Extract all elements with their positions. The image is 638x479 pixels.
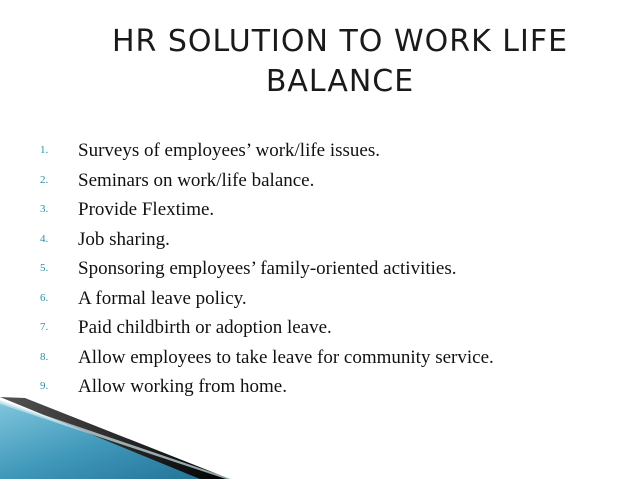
list-item (40, 166, 494, 196)
title-line-1: HR SOLUTION TO WORK LIFE (111, 24, 569, 59)
list-item-text: A formal leave policy. (78, 287, 247, 309)
list-item (40, 372, 494, 402)
list-number: 5. (40, 262, 49, 274)
list-number: 2. (40, 173, 49, 186)
list-item-text: Paid childbirth or adoption leave. (78, 317, 332, 338)
numbered-list (40, 136, 494, 402)
list-item (40, 343, 494, 373)
list-item (40, 284, 494, 314)
list-number: 1. (40, 144, 49, 156)
list-item-text: Surveys of employees’ work/life issues. (78, 140, 381, 161)
slide-title (40, 22, 638, 102)
list-item (40, 225, 494, 255)
list-item (40, 195, 494, 225)
list-item (40, 254, 494, 284)
list-number: 8. (40, 350, 49, 363)
list-item-text: Allow working from home. (78, 376, 287, 397)
list-item-text: Provide Flextime. (78, 199, 215, 220)
list-number: 9. (40, 380, 49, 392)
list-number: 3. (40, 203, 49, 215)
list-item-text: Job sharing. (78, 228, 170, 250)
wedge-teal (0, 402, 230, 479)
list-item-text: Allow employees to take leave for community service. (78, 346, 494, 368)
list-item-text: Seminars on work/life balance. (78, 169, 315, 191)
list-number: 6. (40, 291, 49, 304)
list-item-text: Sponsoring employees’ family-oriented activities. (78, 258, 457, 279)
title-line-2: BALANCE (265, 64, 415, 99)
list-number: 7. (40, 321, 49, 333)
wedge-light-edge (0, 400, 232, 479)
list-number: 4. (40, 232, 49, 245)
wedge-dark (0, 397, 230, 479)
list-item (40, 136, 494, 166)
list-item (40, 313, 494, 343)
